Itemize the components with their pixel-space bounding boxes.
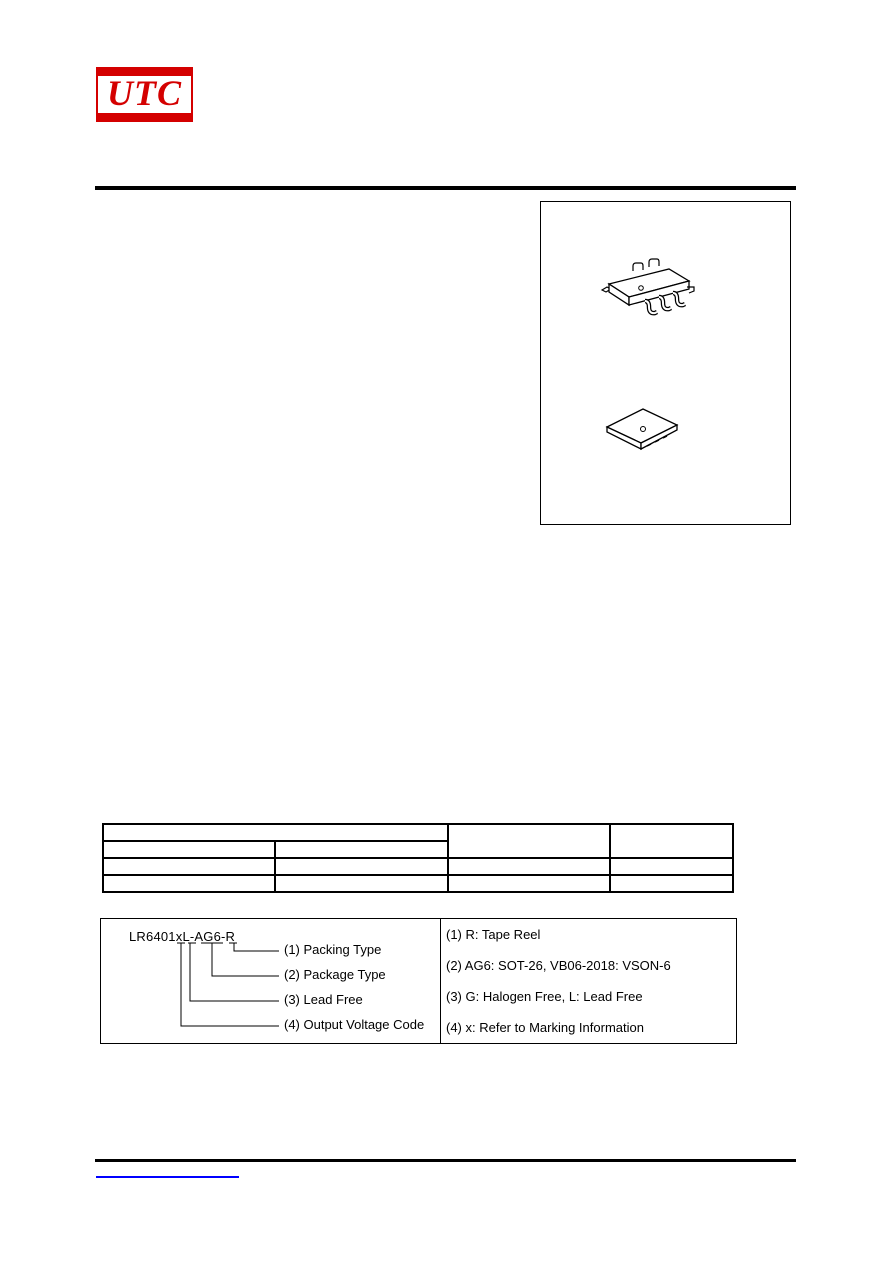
decode-label: (3) Lead Free [284,992,363,1007]
decode-label: (1) Packing Type [284,942,382,957]
table-row [103,875,733,892]
table-cell [275,841,448,858]
part-number: LR6401xL-AG6-R [129,929,236,944]
decode-description: (3) G: Halogen Free, L: Lead Free [446,989,643,1004]
footer-rule [95,1159,796,1162]
part-number-decode [100,918,737,1044]
table-cell [448,858,610,875]
table-cell [275,858,448,875]
decode-label: (2) Package Type [284,967,386,982]
table-cell [103,858,275,875]
decode-label: (4) Output Voltage Code [284,1017,425,1032]
decode-description: (1) R: Tape Reel [446,927,541,942]
decode-description: (4) x: Refer to Marking Information [446,1020,644,1035]
table-cell [610,858,733,875]
table-cell [275,875,448,892]
vson-6-package-drawing [605,405,679,455]
logo-text: UTC [107,73,182,113]
ordering-table [102,823,734,893]
footer-website-link[interactable] [96,1166,239,1178]
utc-logo [96,67,193,122]
sot-26-package-drawing [597,257,697,317]
table-cell [610,824,733,858]
table-cell [448,824,610,858]
table-cell [103,841,275,858]
decode-divider [440,919,441,1043]
decode-description: (2) AG6: SOT-26, VB06-2018: VSON-6 [446,958,671,973]
package-box [540,201,791,525]
header-rule [95,186,796,190]
table-cell [610,875,733,892]
table-cell [103,824,448,841]
table-cell [103,875,275,892]
table-cell [448,875,610,892]
table-row [103,858,733,875]
table-row [103,824,733,841]
